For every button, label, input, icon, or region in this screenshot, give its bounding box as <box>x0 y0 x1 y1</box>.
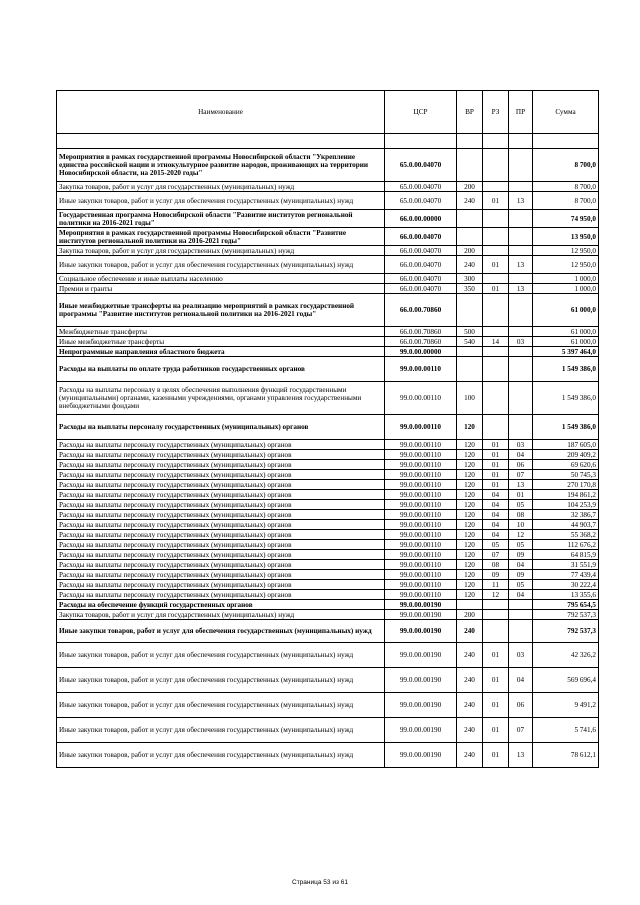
cell-rz <box>483 347 509 357</box>
cell-name: Иные закупки товаров, работ и услуг для обеспечения государственных (муниципальных) нужд <box>57 620 385 643</box>
cell-name: Расходы на выплаты персоналу государственных (муниципальных) органов <box>57 520 385 530</box>
cell-sum: 194 861,2 <box>533 490 599 500</box>
cell-sum: 13 355,6 <box>533 590 599 600</box>
cell-rz: 01 <box>483 192 509 210</box>
cell-sum: 5 741,6 <box>533 718 599 743</box>
cell-csr: 99.0.00.00110 <box>385 382 457 415</box>
cell-vr: 120 <box>457 510 483 520</box>
cell-pr: 12 <box>509 530 533 540</box>
cell-vr: 240 <box>457 743 483 768</box>
cell-sum: 31 551,9 <box>533 560 599 570</box>
table-row <box>57 294 599 327</box>
cell-sum: 64 815,9 <box>533 550 599 560</box>
cell-name: Иные закупки товаров, работ и услуг для обеспечения государственных (муниципальных) нужд <box>57 668 385 693</box>
cell-rz <box>483 610 509 620</box>
cell-name: Государственная программа Новосибирской области "Развитие институтов региональной политики на 2016-2021 годы" <box>57 210 385 228</box>
table-row <box>57 620 599 643</box>
cell-vr: 240 <box>457 620 483 643</box>
header-csr: ЦСР <box>385 91 457 134</box>
cell-csr: 99.0.00.00110 <box>385 540 457 550</box>
cell-name: Расходы на выплаты персоналу государственных (муниципальных) органов <box>57 590 385 600</box>
cell-rz: 01 <box>483 256 509 274</box>
table-row <box>57 550 599 560</box>
table-row <box>57 382 599 415</box>
cell-pr: 08 <box>509 510 533 520</box>
cell-sum: 61 000,0 <box>533 337 599 347</box>
cell-rz: 14 <box>483 337 509 347</box>
cell-name: Расходы на выплаты персоналу государственных (муниципальных) органов <box>57 470 385 480</box>
cell-pr: 13 <box>509 284 533 294</box>
cell-vr: 120 <box>457 490 483 500</box>
cell-csr: 99.0.00.00190 <box>385 643 457 668</box>
cell-pr <box>509 210 533 228</box>
cell-sum: 8 700,0 <box>533 182 599 192</box>
cell-pr: 04 <box>509 560 533 570</box>
table-row <box>57 182 599 192</box>
cell-sum: 792 537,3 <box>533 620 599 643</box>
table-row <box>57 540 599 550</box>
cell-name: Иные закупки товаров, работ и услуг для обеспечения государственных (муниципальных) нужд <box>57 718 385 743</box>
cell-name: Расходы на выплаты по оплате труда работников государственных органов <box>57 357 385 382</box>
cell-csr: 99.0.00.00110 <box>385 520 457 530</box>
cell-rz: 04 <box>483 500 509 510</box>
cell-name: Межбюджетные трансферты <box>57 327 385 337</box>
table-row <box>57 450 599 460</box>
cell-rz: 01 <box>483 480 509 490</box>
cell-vr: 120 <box>457 520 483 530</box>
cell-csr: 65.0.00.04070 <box>385 182 457 192</box>
cell-csr: 66.0.00.00000 <box>385 210 457 228</box>
cell-csr: 66.0.00.70860 <box>385 337 457 347</box>
cell-vr: 240 <box>457 192 483 210</box>
cell-rz: 01 <box>483 284 509 294</box>
cell-rz: 01 <box>483 450 509 460</box>
cell-vr <box>457 149 483 182</box>
cell-sum: 209 409,2 <box>533 450 599 460</box>
cell-pr: 13 <box>509 192 533 210</box>
cell-sum: 12 950,0 <box>533 256 599 274</box>
cell-name: Расходы на выплаты персоналу государственных (муниципальных) органов <box>57 460 385 470</box>
cell-csr: 99.0.00.00110 <box>385 440 457 450</box>
cell-sum: 5 397 464,0 <box>533 347 599 357</box>
cell-csr: 99.0.00.00110 <box>385 470 457 480</box>
cell-pr: 13 <box>509 480 533 490</box>
cell-sum: 1 000,0 <box>533 284 599 294</box>
cell-sum: 8 700,0 <box>533 192 599 210</box>
table-row <box>57 347 599 357</box>
table-header <box>57 91 599 134</box>
cell-rz <box>483 620 509 643</box>
table-row <box>57 210 599 228</box>
cell-name: Расходы на выплаты персоналу государственных (муниципальных) органов <box>57 570 385 580</box>
table-row <box>57 246 599 256</box>
table-row <box>57 718 599 743</box>
cell-vr: 120 <box>457 480 483 490</box>
cell-csr: 99.0.00.00110 <box>385 550 457 560</box>
cell-csr: 99.0.00.00110 <box>385 510 457 520</box>
cell-name: Иные межбюджетные трансферты <box>57 337 385 347</box>
cell-rz <box>483 210 509 228</box>
cell-vr: 120 <box>457 580 483 590</box>
table-row <box>57 192 599 210</box>
table-row <box>57 520 599 530</box>
cell-pr: 03 <box>509 337 533 347</box>
cell-vr: 100 <box>457 382 483 415</box>
cell-name: Закупка товаров, работ и услуг для государственных (муниципальных) нужд <box>57 610 385 620</box>
cell-rz: 07 <box>483 550 509 560</box>
cell-pr <box>509 415 533 440</box>
cell-pr: 01 <box>509 490 533 500</box>
table-row <box>57 668 599 693</box>
cell-sum: 78 612,1 <box>533 743 599 768</box>
cell-sum: 42 326,2 <box>533 643 599 668</box>
cell-rz <box>483 274 509 284</box>
table-row <box>57 530 599 540</box>
cell-sum: 1 000,0 <box>533 274 599 284</box>
cell-rz <box>483 246 509 256</box>
cell-vr: 120 <box>457 460 483 470</box>
cell-sum: 69 620,6 <box>533 460 599 470</box>
table-body <box>57 134 599 768</box>
cell-pr: 06 <box>509 460 533 470</box>
table-row <box>57 570 599 580</box>
cell-rz: 01 <box>483 743 509 768</box>
cell-vr: 120 <box>457 450 483 460</box>
cell-rz <box>483 294 509 327</box>
table-row <box>57 327 599 337</box>
cell-pr <box>509 600 533 610</box>
cell-csr: 99.0.00.00110 <box>385 450 457 460</box>
cell-csr: 99.0.00.00110 <box>385 415 457 440</box>
cell-csr: 99.0.00.00110 <box>385 530 457 540</box>
cell-name: Расходы на выплаты персоналу государственных (муниципальных) органов <box>57 450 385 460</box>
table-row <box>57 415 599 440</box>
cell-pr: 06 <box>509 693 533 718</box>
cell-pr <box>509 246 533 256</box>
cell-csr: 66.0.00.04070 <box>385 246 457 256</box>
cell-vr <box>457 347 483 357</box>
cell-sum: 569 696,4 <box>533 668 599 693</box>
cell-csr: 99.0.00.00000 <box>385 347 457 357</box>
cell-name: Расходы на выплаты персоналу государственных (муниципальных) органов <box>57 415 385 440</box>
cell-sum: 1 549 386,0 <box>533 415 599 440</box>
cell-name: Иные закупки товаров, работ и услуг для обеспечения государственных (муниципальных) нужд <box>57 256 385 274</box>
cell-pr: 13 <box>509 256 533 274</box>
cell-pr <box>509 382 533 415</box>
cell-vr: 120 <box>457 440 483 450</box>
cell-rz <box>483 415 509 440</box>
cell-rz: 01 <box>483 693 509 718</box>
header-row <box>57 91 599 134</box>
cell-sum: 792 537,3 <box>533 610 599 620</box>
cell-vr: 540 <box>457 337 483 347</box>
cell-pr: 03 <box>509 440 533 450</box>
cell-pr <box>509 327 533 337</box>
cell-sum: 112 676,2 <box>533 540 599 550</box>
cell-pr: 04 <box>509 668 533 693</box>
cell-vr: 120 <box>457 540 483 550</box>
cell-sum: 44 903,7 <box>533 520 599 530</box>
cell-name: Расходы на выплаты персоналу государственных (муниципальных) органов <box>57 530 385 540</box>
cell-name: Расходы на обеспечение функций государственных органов <box>57 600 385 610</box>
cell-rz: 01 <box>483 460 509 470</box>
cell-name: Иные межбюджетные трансферты на реализацию мероприятий в рамках государственной программы "Развитие институтов региональной политики на 2016-2021 годы" <box>57 294 385 327</box>
cell-vr <box>457 294 483 327</box>
cell-pr <box>509 182 533 192</box>
cell-vr: 240 <box>457 718 483 743</box>
table-row <box>57 357 599 382</box>
cell-pr: 05 <box>509 580 533 590</box>
cell-sum: 74 950,0 <box>533 210 599 228</box>
cell-pr <box>509 357 533 382</box>
cell-rz <box>483 134 509 149</box>
cell-name: Премии и гранты <box>57 284 385 294</box>
cell-name: Закупка товаров, работ и услуг для государственных (муниципальных) нужд <box>57 246 385 256</box>
cell-csr: 99.0.00.00110 <box>385 570 457 580</box>
cell-csr: 99.0.00.00190 <box>385 693 457 718</box>
cell-vr: 200 <box>457 246 483 256</box>
cell-sum: 55 368,2 <box>533 530 599 540</box>
table-row <box>57 580 599 590</box>
cell-rz: 01 <box>483 643 509 668</box>
cell-name: Расходы на выплаты персоналу государственных (муниципальных) органов <box>57 440 385 450</box>
cell-sum: 77 439,4 <box>533 570 599 580</box>
cell-pr: 04 <box>509 450 533 460</box>
cell-csr: 99.0.00.00190 <box>385 743 457 768</box>
cell-name: Мероприятия в рамках государственной программы Новосибирской области "Развитие институтов региональной политики на 2016-2021 годы" <box>57 228 385 246</box>
cell-vr: 300 <box>457 274 483 284</box>
cell-sum: 13 950,0 <box>533 228 599 246</box>
table-row <box>57 284 599 294</box>
table-row <box>57 600 599 610</box>
cell-rz: 04 <box>483 530 509 540</box>
cell-vr: 120 <box>457 570 483 580</box>
cell-sum: 12 950,0 <box>533 246 599 256</box>
cell-vr: 120 <box>457 500 483 510</box>
cell-csr: 66.0.00.70860 <box>385 327 457 337</box>
cell-name: Расходы на выплаты персоналу государственных (муниципальных) органов <box>57 580 385 590</box>
cell-csr: 65.0.00.04070 <box>385 149 457 182</box>
cell-name: Иные закупки товаров, работ и услуг для обеспечения государственных (муниципальных) нужд <box>57 693 385 718</box>
cell-vr: 200 <box>457 610 483 620</box>
cell-csr: 99.0.00.00110 <box>385 560 457 570</box>
cell-rz <box>483 382 509 415</box>
table-row <box>57 693 599 718</box>
cell-csr <box>385 134 457 149</box>
cell-pr: 07 <box>509 718 533 743</box>
cell-csr: 66.0.00.04070 <box>385 228 457 246</box>
cell-sum: 9 491,2 <box>533 693 599 718</box>
cell-rz: 09 <box>483 570 509 580</box>
table-row <box>57 440 599 450</box>
cell-rz: 01 <box>483 470 509 480</box>
cell-name: Расходы на выплаты персоналу государственных (муниципальных) органов <box>57 490 385 500</box>
cell-name: Иные закупки товаров, работ и услуг для обеспечения государственных (муниципальных) нужд <box>57 643 385 668</box>
cell-pr: 09 <box>509 570 533 580</box>
cell-rz: 01 <box>483 668 509 693</box>
cell-name: Расходы на выплаты персоналу государственных (муниципальных) органов <box>57 540 385 550</box>
cell-sum: 1 549 386,0 <box>533 357 599 382</box>
cell-vr <box>457 228 483 246</box>
cell-pr <box>509 294 533 327</box>
cell-pr: 04 <box>509 590 533 600</box>
cell-sum: 61 000,0 <box>533 294 599 327</box>
table-row <box>57 134 599 149</box>
table-row <box>57 560 599 570</box>
cell-rz <box>483 228 509 246</box>
cell-csr: 99.0.00.00110 <box>385 580 457 590</box>
cell-rz: 12 <box>483 590 509 600</box>
cell-pr <box>509 134 533 149</box>
cell-csr: 66.0.00.04070 <box>385 284 457 294</box>
budget-table <box>56 90 599 768</box>
cell-name: Иные закупки товаров, работ и услуг для обеспечения государственных (муниципальных) нужд <box>57 192 385 210</box>
cell-csr: 99.0.00.00190 <box>385 610 457 620</box>
cell-vr: 240 <box>457 256 483 274</box>
cell-vr: 240 <box>457 643 483 668</box>
cell-sum: 1 549 386,0 <box>533 382 599 415</box>
cell-rz: 05 <box>483 540 509 550</box>
cell-rz: 08 <box>483 560 509 570</box>
cell-vr <box>457 600 483 610</box>
cell-name: Иные закупки товаров, работ и услуг для обеспечения государственных (муниципальных) нужд <box>57 743 385 768</box>
table-row <box>57 460 599 470</box>
cell-rz: 04 <box>483 510 509 520</box>
cell-pr <box>509 610 533 620</box>
cell-name: Закупка товаров, работ и услуг для государственных (муниципальных) нужд <box>57 182 385 192</box>
table-row <box>57 510 599 520</box>
table-row <box>57 480 599 490</box>
cell-rz <box>483 357 509 382</box>
cell-rz: 01 <box>483 718 509 743</box>
cell-csr: 99.0.00.00110 <box>385 590 457 600</box>
cell-pr <box>509 228 533 246</box>
cell-csr: 66.0.00.04070 <box>385 274 457 284</box>
cell-name: Расходы на выплаты персоналу государственных (муниципальных) органов <box>57 560 385 570</box>
cell-csr: 99.0.00.00190 <box>385 668 457 693</box>
cell-rz <box>483 182 509 192</box>
cell-name: Мероприятия в рамках государственной программы Новосибирской области "Укрепление единства российской нации и этнокультурное развитие народов, проживающих на территории Новосибирской области, на 2015-2020 годы" <box>57 149 385 182</box>
table-row <box>57 610 599 620</box>
table-row <box>57 337 599 347</box>
cell-rz <box>483 600 509 610</box>
cell-pr: 10 <box>509 520 533 530</box>
table-row <box>57 470 599 480</box>
cell-pr: 13 <box>509 743 533 768</box>
cell-rz: 01 <box>483 440 509 450</box>
cell-name: Расходы на выплаты персоналу государственных (муниципальных) органов <box>57 480 385 490</box>
cell-csr: 99.0.00.00190 <box>385 620 457 643</box>
cell-vr: 120 <box>457 415 483 440</box>
cell-vr: 120 <box>457 590 483 600</box>
cell-sum: 61 000,0 <box>533 327 599 337</box>
cell-vr: 200 <box>457 182 483 192</box>
cell-vr: 120 <box>457 550 483 560</box>
cell-pr <box>509 274 533 284</box>
cell-name: Расходы на выплаты персоналу государственных (муниципальных) органов <box>57 500 385 510</box>
page-footer: Страница 53 из 61 <box>292 879 348 886</box>
cell-vr: 120 <box>457 530 483 540</box>
cell-vr: 240 <box>457 668 483 693</box>
cell-vr <box>457 210 483 228</box>
cell-name: Расходы на выплаты персоналу государственных (муниципальных) органов <box>57 550 385 560</box>
cell-pr <box>509 620 533 643</box>
cell-vr: 350 <box>457 284 483 294</box>
cell-sum: 187 605,0 <box>533 440 599 450</box>
cell-name: Расходы на выплаты персоналу в целях обеспечения выполнения функций государственными (муниципальными) органами, казенными учреждениями, органами управления государственными внебюджетными фондами <box>57 382 385 415</box>
cell-vr: 240 <box>457 693 483 718</box>
cell-csr: 99.0.00.00110 <box>385 500 457 510</box>
cell-sum: 50 745,3 <box>533 470 599 480</box>
cell-pr: 09 <box>509 550 533 560</box>
table-row <box>57 228 599 246</box>
cell-csr: 66.0.00.04070 <box>385 256 457 274</box>
cell-name: Социальное обеспечение и иные выплаты населению <box>57 274 385 284</box>
cell-pr: 03 <box>509 643 533 668</box>
header-rz: РЗ <box>483 91 509 134</box>
cell-pr <box>509 347 533 357</box>
cell-sum: 795 654,5 <box>533 600 599 610</box>
cell-vr <box>457 134 483 149</box>
cell-sum: 8 700,0 <box>533 149 599 182</box>
cell-sum: 32 386,7 <box>533 510 599 520</box>
table-row <box>57 643 599 668</box>
table-row <box>57 149 599 182</box>
cell-rz: 11 <box>483 580 509 590</box>
cell-vr: 120 <box>457 560 483 570</box>
cell-sum: 104 253,9 <box>533 500 599 510</box>
cell-sum: 270 170,8 <box>533 480 599 490</box>
cell-csr: 99.0.00.00110 <box>385 480 457 490</box>
cell-csr: 99.0.00.00190 <box>385 718 457 743</box>
cell-vr: 120 <box>457 470 483 480</box>
cell-sum: 30 222,4 <box>533 580 599 590</box>
cell-csr: 99.0.00.00110 <box>385 490 457 500</box>
cell-pr: 07 <box>509 470 533 480</box>
header-sum: Сумма <box>533 91 599 134</box>
cell-pr: 05 <box>509 540 533 550</box>
table-row <box>57 490 599 500</box>
cell-vr: 500 <box>457 327 483 337</box>
cell-csr: 65.0.00.04070 <box>385 192 457 210</box>
cell-vr <box>457 357 483 382</box>
cell-name <box>57 134 385 149</box>
cell-csr: 99.0.00.00110 <box>385 460 457 470</box>
cell-csr: 99.0.00.00190 <box>385 600 457 610</box>
cell-pr: 05 <box>509 500 533 510</box>
cell-rz <box>483 149 509 182</box>
cell-name: Непрограммные направления областного бюджета <box>57 347 385 357</box>
header-pr: ПР <box>509 91 533 134</box>
cell-name: Расходы на выплаты персоналу государственных (муниципальных) органов <box>57 510 385 520</box>
cell-rz: 04 <box>483 520 509 530</box>
cell-csr: 66.0.00.70860 <box>385 294 457 327</box>
cell-pr <box>509 149 533 182</box>
cell-rz: 04 <box>483 490 509 500</box>
header-vr: ВР <box>457 91 483 134</box>
table-row <box>57 590 599 600</box>
table-row <box>57 743 599 768</box>
cell-sum <box>533 134 599 149</box>
table-row <box>57 256 599 274</box>
table-row <box>57 274 599 284</box>
table-row <box>57 500 599 510</box>
cell-csr: 99.0.00.00110 <box>385 357 457 382</box>
cell-rz <box>483 327 509 337</box>
header-name: Наименование <box>57 91 385 134</box>
